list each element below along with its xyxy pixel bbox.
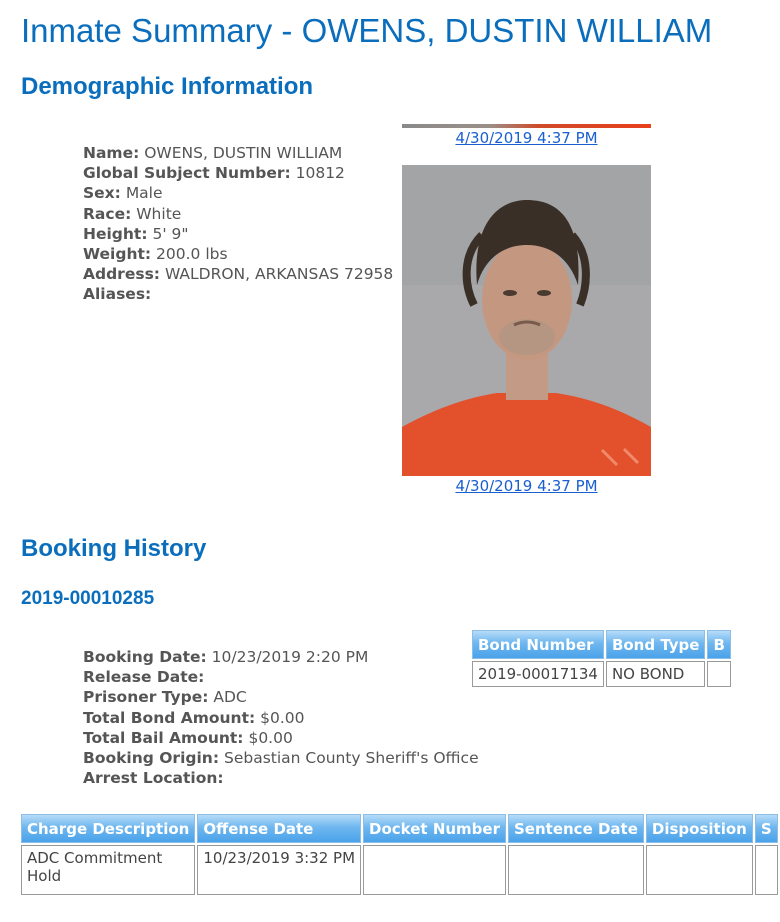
field-value: 10/23/2019 2:20 PM (211, 648, 369, 666)
booking-origin-row (83, 748, 479, 768)
demographic-heading: Demographic Information (21, 73, 314, 100)
field-value: White (136, 204, 182, 223)
docket-number-cell (363, 845, 506, 895)
field-value: 5' 9" (152, 224, 189, 243)
field-label: Prisoner Type: (83, 688, 209, 707)
sentence-date-cell (508, 845, 644, 895)
demographic-info (83, 143, 393, 305)
bond-type-cell: NO BOND (606, 661, 706, 687)
truncated-cell (755, 845, 778, 895)
table-row (472, 661, 731, 687)
field-label: Arrest Location: (83, 769, 224, 788)
bond-table (470, 628, 733, 689)
field-value: Sebastian County Sheriff's Office (223, 749, 479, 768)
field-value: 10812 (295, 164, 345, 183)
field-label: Booking Date: (83, 648, 207, 666)
mugshot-photo[interactable] (402, 165, 651, 476)
field-label: Aliases: (83, 285, 152, 304)
column-header-bond-truncated[interactable]: B (707, 630, 730, 659)
page-title: Inmate Summary - OWENS, DUSTIN WILLIAM (21, 12, 713, 49)
field-value: $0.00 (248, 728, 293, 747)
field-label: Name: (83, 144, 140, 162)
charge-table (19, 812, 780, 897)
column-header-truncated[interactable]: S (755, 814, 778, 843)
disposition-cell (646, 845, 753, 895)
booking-history-heading: Booking History (21, 535, 207, 562)
charge-description-cell (21, 845, 195, 895)
field-label: Total Bail Amount: (83, 728, 244, 747)
global-subject-number-row (83, 163, 393, 183)
total-bond-amount-row (83, 708, 479, 728)
charge-description-line: ADC Commitment (27, 849, 163, 867)
field-label: Release Date: (83, 668, 205, 687)
height-row (83, 224, 393, 244)
field-label: Sex: (83, 184, 121, 203)
address-row (83, 264, 393, 284)
mugshot-image (402, 165, 651, 476)
charge-description-line: Hold (27, 867, 62, 885)
name-row (83, 143, 393, 163)
photo-date-link-top[interactable]: 4/30/2019 4:37 PM (455, 129, 598, 147)
column-header-sentence-date[interactable]: Sentence Date (508, 814, 644, 843)
column-header-bond-number[interactable]: Bond Number (472, 630, 604, 659)
field-value: WALDRON, ARKANSAS 72958 (164, 265, 394, 284)
field-value: $0.00 (260, 708, 305, 727)
field-value: ADC (213, 688, 247, 707)
photo-date-link-bottom[interactable]: 4/30/2019 4:37 PM (455, 477, 598, 495)
release-date-row (83, 667, 479, 687)
booking-info (83, 647, 479, 788)
offense-date-cell: 10/23/2019 3:32 PM (197, 845, 361, 895)
race-row (83, 204, 393, 224)
photo-thumbnail-strip[interactable] (402, 124, 651, 128)
field-label: Total Bond Amount: (83, 708, 256, 727)
field-label: Weight: (83, 245, 152, 264)
column-header-charge-description[interactable]: Charge Description (21, 814, 195, 843)
booking-date-row (83, 647, 479, 667)
weight-row (83, 244, 393, 264)
field-label: Booking Origin: (83, 749, 220, 768)
booking-number-heading: 2019-00010285 (21, 588, 155, 609)
field-value: 200.0 lbs (156, 245, 228, 264)
charge-table-header-row (21, 814, 778, 843)
field-label: Address: (83, 265, 160, 284)
field-label: Global Subject Number: (83, 164, 291, 183)
bond-number-cell: 2019-00017134 (472, 661, 604, 687)
field-label: Race: (83, 204, 132, 223)
field-value: OWENS, DUSTIN WILLIAM (144, 144, 343, 162)
bond-truncated-cell (707, 661, 730, 687)
sex-row (83, 183, 393, 203)
column-header-disposition[interactable]: Disposition (646, 814, 753, 843)
total-bail-amount-row (83, 728, 479, 748)
aliases-row (83, 284, 393, 304)
column-header-offense-date[interactable]: Offense Date (197, 814, 361, 843)
column-header-bond-type[interactable]: Bond Type (606, 630, 706, 659)
column-header-docket-number[interactable]: Docket Number (363, 814, 506, 843)
table-row (21, 845, 778, 895)
prisoner-type-row (83, 687, 479, 707)
arrest-location-row (83, 768, 479, 788)
bond-table-header-row (472, 630, 731, 659)
field-label: Height: (83, 224, 148, 243)
field-value: Male (125, 184, 163, 203)
